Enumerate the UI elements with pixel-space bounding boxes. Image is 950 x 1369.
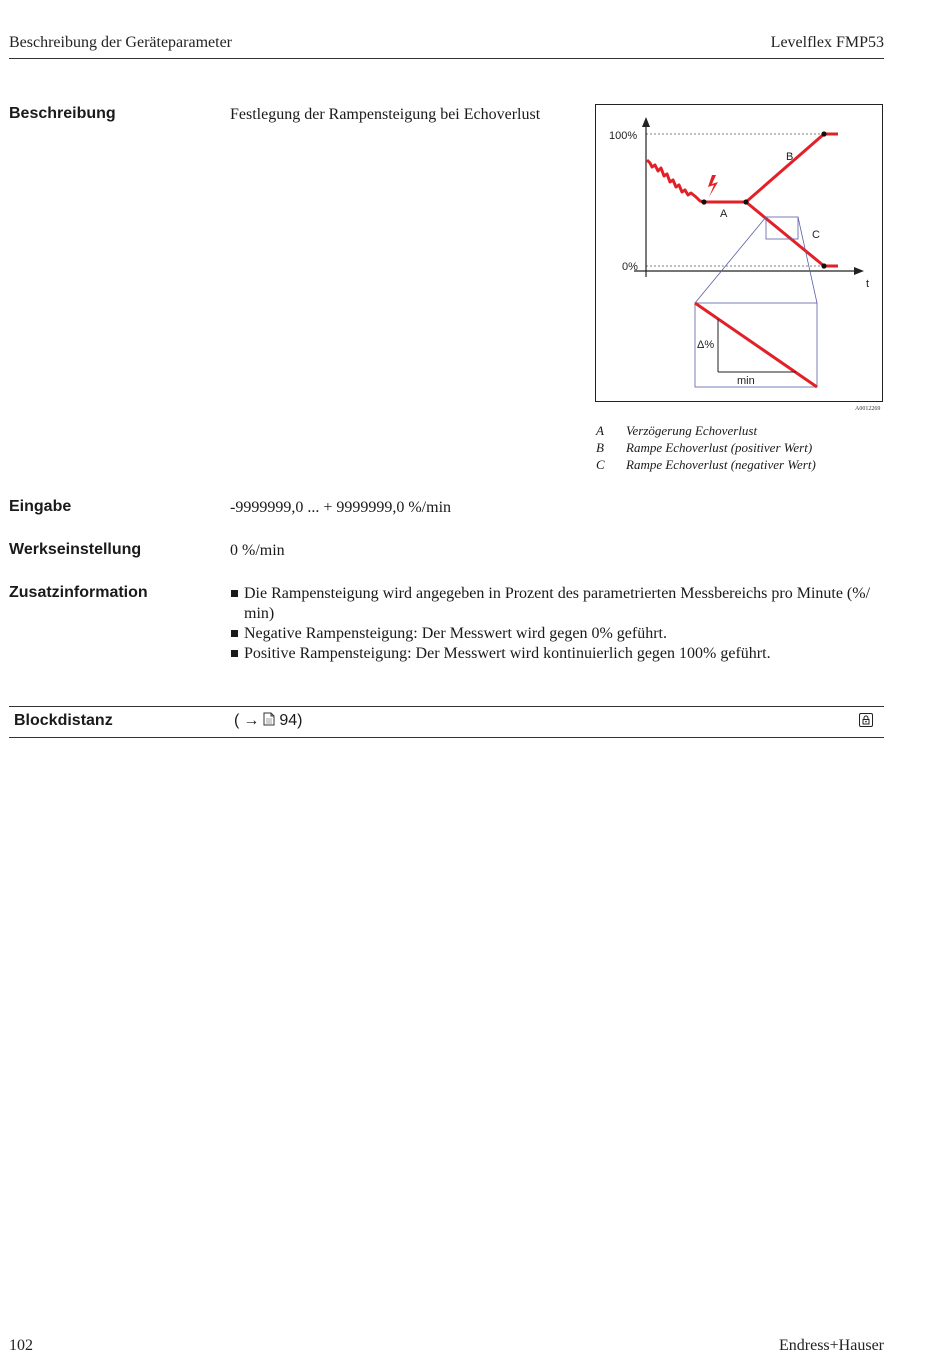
list-item	[229, 624, 885, 644]
point-b-end	[821, 131, 826, 136]
label-eingabe: Eingabe	[9, 498, 72, 515]
lock-icon	[859, 713, 873, 727]
header-product: Levelflex FMP53	[770, 34, 884, 51]
ramp-diagram	[596, 105, 882, 401]
bullet-icon	[231, 630, 238, 637]
text-eingabe: -9999999,0 ... + 9999999,0 %/min	[230, 499, 452, 516]
tick-0: 0%	[622, 261, 638, 273]
label-a: A	[720, 208, 728, 220]
zusatzinformation-list-wrap	[229, 584, 885, 664]
footer-brand: Endress+Hauser	[779, 1337, 884, 1354]
block-title: Blockdistanz	[14, 712, 113, 729]
legend-key-a: A	[596, 423, 604, 438]
legend-text-c: Rampe Echoverlust (negativer Wert)	[626, 457, 816, 472]
label-b: B	[786, 151, 794, 163]
y-axis-arrow	[642, 117, 650, 127]
legend-text-b: Rampe Echoverlust (positiver Wert)	[626, 440, 813, 455]
lightning-icon	[708, 175, 718, 197]
ref-close: )	[297, 712, 303, 729]
list-item-text: Die Rampensteigung wird angegeben in Prozent des parametrierten Messbereichs pro Minute (%/ min)	[244, 585, 871, 622]
block-top-rule	[9, 706, 884, 707]
tick-100: 100%	[609, 130, 638, 142]
legend-row-b	[596, 440, 812, 456]
label-min: min	[737, 375, 755, 387]
ref-open: (	[234, 712, 240, 729]
detail-source-box	[766, 217, 798, 239]
zoom-line-left	[695, 217, 766, 303]
label-beschreibung: Beschreibung	[9, 105, 116, 122]
page-icon	[263, 712, 275, 726]
ramp-b-line	[746, 134, 824, 202]
label-werkseinstellung: Werkseinstellung	[9, 541, 142, 558]
list-item	[229, 584, 885, 624]
ramp-figure	[595, 104, 883, 402]
legend-text-a: Verzögerung Echoverlust	[626, 423, 758, 438]
arrow-icon: →	[243, 712, 260, 729]
ref-page: 94	[279, 712, 298, 729]
point-a-start	[701, 199, 706, 204]
signal-wavy	[647, 160, 704, 202]
label-delta: Δ%	[697, 339, 715, 351]
axis-t: t	[866, 278, 870, 290]
legend-row-a	[596, 423, 757, 439]
legend-key-b: B	[596, 440, 604, 455]
header-rule	[9, 58, 884, 59]
list-item	[229, 644, 885, 664]
x-axis-arrow	[854, 267, 864, 275]
page-number: 102	[9, 1337, 33, 1354]
point-c-end	[821, 263, 826, 268]
point-a-end	[743, 199, 748, 204]
list-item-text: Negative Rampensteigung: Der Messwert wird gegen 0% geführt.	[244, 625, 667, 642]
page-reference[interactable]	[234, 712, 302, 730]
block-bottom-rule	[9, 737, 884, 738]
legend-row-c	[596, 457, 816, 473]
bullet-icon	[231, 650, 238, 657]
bullet-icon	[231, 590, 238, 597]
legend-key-c: C	[596, 457, 605, 472]
text-beschreibung: Festlegung der Rampensteigung bei Echoverlust	[230, 106, 541, 123]
zusatzinformation-list	[229, 584, 885, 664]
list-item-text: Positive Rampensteigung: Der Messwert wird kontinuierlich gegen 100% geführt.	[244, 645, 771, 662]
label-c: C	[812, 229, 820, 241]
label-zusatzinformation: Zusatzinformation	[9, 584, 148, 601]
text-werkseinstellung: 0 %/min	[230, 542, 285, 559]
header-title: Beschreibung der Geräteparameter	[9, 34, 232, 51]
figure-id: A0012269	[855, 406, 881, 412]
